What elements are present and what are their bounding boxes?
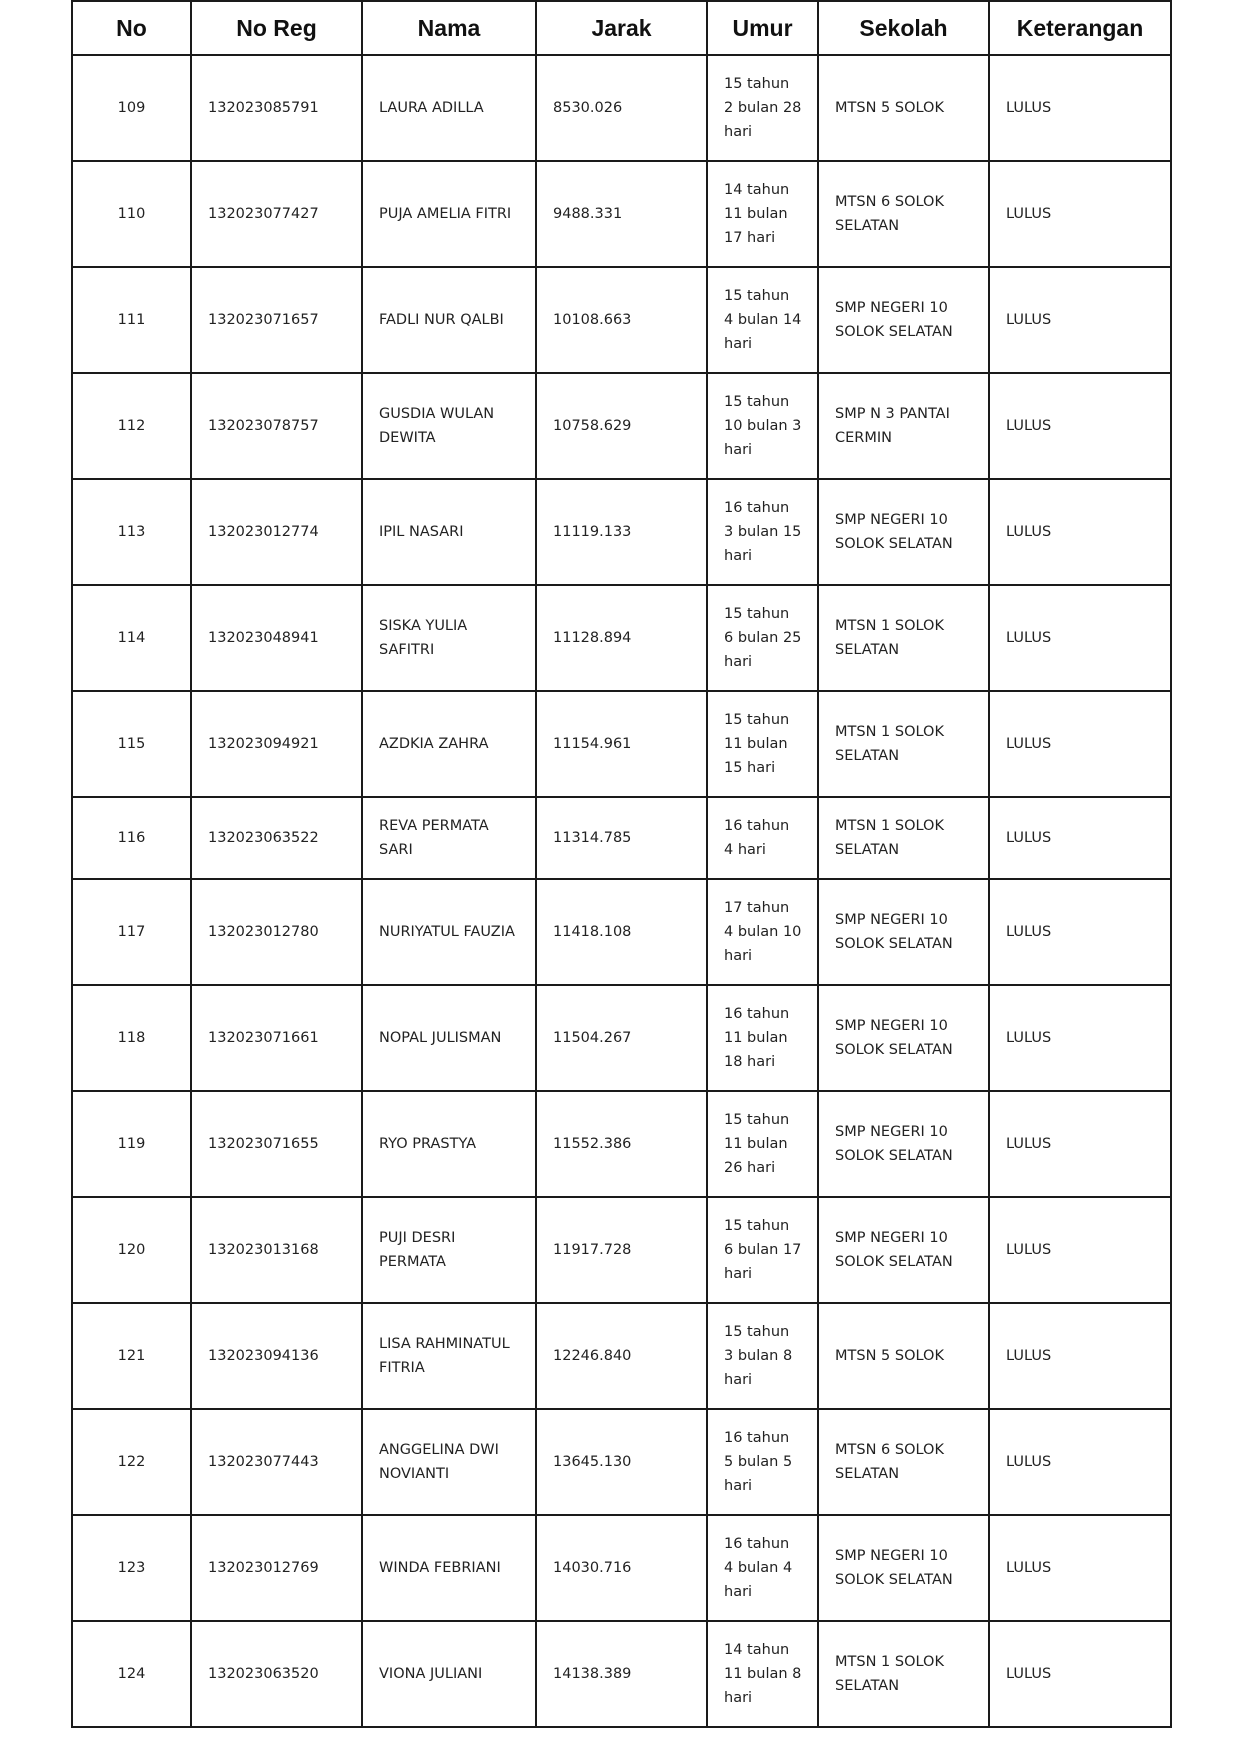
header-no: No [72, 1, 191, 55]
cell-sekolah: SMP NEGERI 10 SOLOK SELATAN [818, 267, 989, 373]
cell-no: 122 [72, 1409, 191, 1515]
cell-sekolah: MTSN 6 SOLOK SELATAN [818, 1409, 989, 1515]
cell-no-reg: 132023012769 [191, 1515, 362, 1621]
cell-nama: ANGGELINA DWI NOVIANTI [362, 1409, 536, 1515]
cell-umur: 14 tahun 11 bulan 17 hari [707, 161, 818, 267]
cell-nama: LISA RAHMINATUL FITRIA [362, 1303, 536, 1409]
header-umur: Umur [707, 1, 818, 55]
cell-no: 112 [72, 373, 191, 479]
table-row [72, 585, 1171, 691]
cell-nama: FADLI NUR QALBI [362, 267, 536, 373]
cell-keterangan: LULUS [989, 1091, 1171, 1197]
cell-no-reg: 132023012774 [191, 479, 362, 585]
cell-no: 119 [72, 1091, 191, 1197]
cell-umur: 16 tahun 3 bulan 15 hari [707, 479, 818, 585]
cell-no-reg: 132023012780 [191, 879, 362, 985]
cell-jarak: 11119.133 [536, 479, 707, 585]
cell-umur: 16 tahun 5 bulan 5 hari [707, 1409, 818, 1515]
cell-no: 111 [72, 267, 191, 373]
cell-keterangan: LULUS [989, 161, 1171, 267]
cell-sekolah: MTSN 1 SOLOK SELATAN [818, 797, 989, 879]
header-jarak: Jarak [536, 1, 707, 55]
cell-jarak: 11552.386 [536, 1091, 707, 1197]
cell-jarak: 14138.389 [536, 1621, 707, 1727]
cell-sekolah: SMP NEGERI 10 SOLOK SELATAN [818, 1091, 989, 1197]
cell-umur: 14 tahun 11 bulan 8 hari [707, 1621, 818, 1727]
header-sekolah: Sekolah [818, 1, 989, 55]
cell-jarak: 11128.894 [536, 585, 707, 691]
cell-no: 121 [72, 1303, 191, 1409]
cell-keterangan: LULUS [989, 585, 1171, 691]
cell-sekolah: SMP NEGERI 10 SOLOK SELATAN [818, 479, 989, 585]
cell-jarak: 11154.961 [536, 691, 707, 797]
cell-umur: 15 tahun 6 bulan 17 hari [707, 1197, 818, 1303]
cell-no-reg: 132023085791 [191, 55, 362, 161]
cell-jarak: 11418.108 [536, 879, 707, 985]
cell-umur: 16 tahun 4 bulan 4 hari [707, 1515, 818, 1621]
table-row [72, 1303, 1171, 1409]
cell-sekolah: SMP NEGERI 10 SOLOK SELATAN [818, 879, 989, 985]
cell-umur: 15 tahun 11 bulan 26 hari [707, 1091, 818, 1197]
cell-keterangan: LULUS [989, 373, 1171, 479]
cell-jarak: 11314.785 [536, 797, 707, 879]
cell-nama: VIONA JULIANI [362, 1621, 536, 1727]
cell-umur: 15 tahun 2 bulan 28 hari [707, 55, 818, 161]
cell-nama: WINDA FEBRIANI [362, 1515, 536, 1621]
cell-nama: AZDKIA ZAHRA [362, 691, 536, 797]
table-row [72, 1409, 1171, 1515]
table-row [72, 1515, 1171, 1621]
cell-nama: NOPAL JULISMAN [362, 985, 536, 1091]
cell-umur: 15 tahun 6 bulan 25 hari [707, 585, 818, 691]
cell-keterangan: LULUS [989, 1515, 1171, 1621]
cell-sekolah: MTSN 1 SOLOK SELATAN [818, 1621, 989, 1727]
cell-sekolah: MTSN 6 SOLOK SELATAN [818, 161, 989, 267]
cell-keterangan: LULUS [989, 879, 1171, 985]
cell-no: 110 [72, 161, 191, 267]
cell-sekolah: SMP N 3 PANTAI CERMIN [818, 373, 989, 479]
table-row [72, 373, 1171, 479]
cell-no-reg: 132023077427 [191, 161, 362, 267]
cell-keterangan: LULUS [989, 1197, 1171, 1303]
cell-no-reg: 132023048941 [191, 585, 362, 691]
cell-sekolah: SMP NEGERI 10 SOLOK SELATAN [818, 1515, 989, 1621]
cell-no: 124 [72, 1621, 191, 1727]
cell-no-reg: 132023094136 [191, 1303, 362, 1409]
cell-sekolah: SMP NEGERI 10 SOLOK SELATAN [818, 985, 989, 1091]
cell-sekolah: SMP NEGERI 10 SOLOK SELATAN [818, 1197, 989, 1303]
cell-no: 113 [72, 479, 191, 585]
cell-no: 118 [72, 985, 191, 1091]
cell-jarak: 11504.267 [536, 985, 707, 1091]
cell-no: 114 [72, 585, 191, 691]
cell-keterangan: LULUS [989, 267, 1171, 373]
cell-keterangan: LULUS [989, 55, 1171, 161]
cell-no: 117 [72, 879, 191, 985]
cell-jarak: 9488.331 [536, 161, 707, 267]
cell-umur: 17 tahun 4 bulan 10 hari [707, 879, 818, 985]
cell-sekolah: MTSN 1 SOLOK SELATAN [818, 585, 989, 691]
cell-keterangan: LULUS [989, 1621, 1171, 1727]
table-row [72, 267, 1171, 373]
cell-keterangan: LULUS [989, 1409, 1171, 1515]
cell-jarak: 13645.130 [536, 1409, 707, 1515]
table-row [72, 479, 1171, 585]
cell-no-reg: 132023063520 [191, 1621, 362, 1727]
cell-umur: 16 tahun 11 bulan 18 hari [707, 985, 818, 1091]
cell-nama: SISKA YULIA SAFITRI [362, 585, 536, 691]
cell-no: 109 [72, 55, 191, 161]
cell-nama: PUJI DESRI PERMATA [362, 1197, 536, 1303]
cell-umur: 15 tahun 3 bulan 8 hari [707, 1303, 818, 1409]
cell-umur: 16 tahun 4 hari [707, 797, 818, 879]
cell-no-reg: 132023071657 [191, 267, 362, 373]
table-body [72, 55, 1171, 1727]
header-no-reg: No Reg [191, 1, 362, 55]
cell-keterangan: LULUS [989, 479, 1171, 585]
table-row [72, 1197, 1171, 1303]
cell-nama: REVA PERMATA SARI [362, 797, 536, 879]
cell-nama: IPIL NASARI [362, 479, 536, 585]
cell-sekolah: MTSN 5 SOLOK [818, 1303, 989, 1409]
cell-keterangan: LULUS [989, 1303, 1171, 1409]
cell-jarak: 10758.629 [536, 373, 707, 479]
table-row [72, 55, 1171, 161]
cell-jarak: 14030.716 [536, 1515, 707, 1621]
table-row [72, 1621, 1171, 1727]
results-table [71, 0, 1172, 1728]
cell-no-reg: 132023071661 [191, 985, 362, 1091]
header-nama: Nama [362, 1, 536, 55]
cell-jarak: 10108.663 [536, 267, 707, 373]
cell-sekolah: MTSN 5 SOLOK [818, 55, 989, 161]
cell-jarak: 11917.728 [536, 1197, 707, 1303]
cell-no: 123 [72, 1515, 191, 1621]
table-row [72, 1091, 1171, 1197]
cell-no: 115 [72, 691, 191, 797]
cell-no-reg: 132023013168 [191, 1197, 362, 1303]
table-row [72, 985, 1171, 1091]
table-row [72, 161, 1171, 267]
cell-nama: RYO PRASTYA [362, 1091, 536, 1197]
cell-nama: GUSDIA WULAN DEWITA [362, 373, 536, 479]
cell-no-reg: 132023071655 [191, 1091, 362, 1197]
cell-sekolah: MTSN 1 SOLOK SELATAN [818, 691, 989, 797]
cell-jarak: 8530.026 [536, 55, 707, 161]
table-row [72, 797, 1171, 879]
table-header [72, 1, 1171, 55]
cell-keterangan: LULUS [989, 985, 1171, 1091]
table-row [72, 879, 1171, 985]
cell-no-reg: 132023077443 [191, 1409, 362, 1515]
cell-no-reg: 132023078757 [191, 373, 362, 479]
cell-keterangan: LULUS [989, 691, 1171, 797]
cell-no-reg: 132023063522 [191, 797, 362, 879]
cell-nama: LAURA ADILLA [362, 55, 536, 161]
cell-umur: 15 tahun 4 bulan 14 hari [707, 267, 818, 373]
table-row [72, 691, 1171, 797]
cell-umur: 15 tahun 10 bulan 3 hari [707, 373, 818, 479]
cell-umur: 15 tahun 11 bulan 15 hari [707, 691, 818, 797]
header-keterangan: Keterangan [989, 1, 1171, 55]
cell-jarak: 12246.840 [536, 1303, 707, 1409]
cell-no-reg: 132023094921 [191, 691, 362, 797]
cell-nama: PUJA AMELIA FITRI [362, 161, 536, 267]
cell-nama: NURIYATUL FAUZIA [362, 879, 536, 985]
cell-no: 120 [72, 1197, 191, 1303]
cell-no: 116 [72, 797, 191, 879]
cell-keterangan: LULUS [989, 797, 1171, 879]
header-row [72, 1, 1171, 55]
